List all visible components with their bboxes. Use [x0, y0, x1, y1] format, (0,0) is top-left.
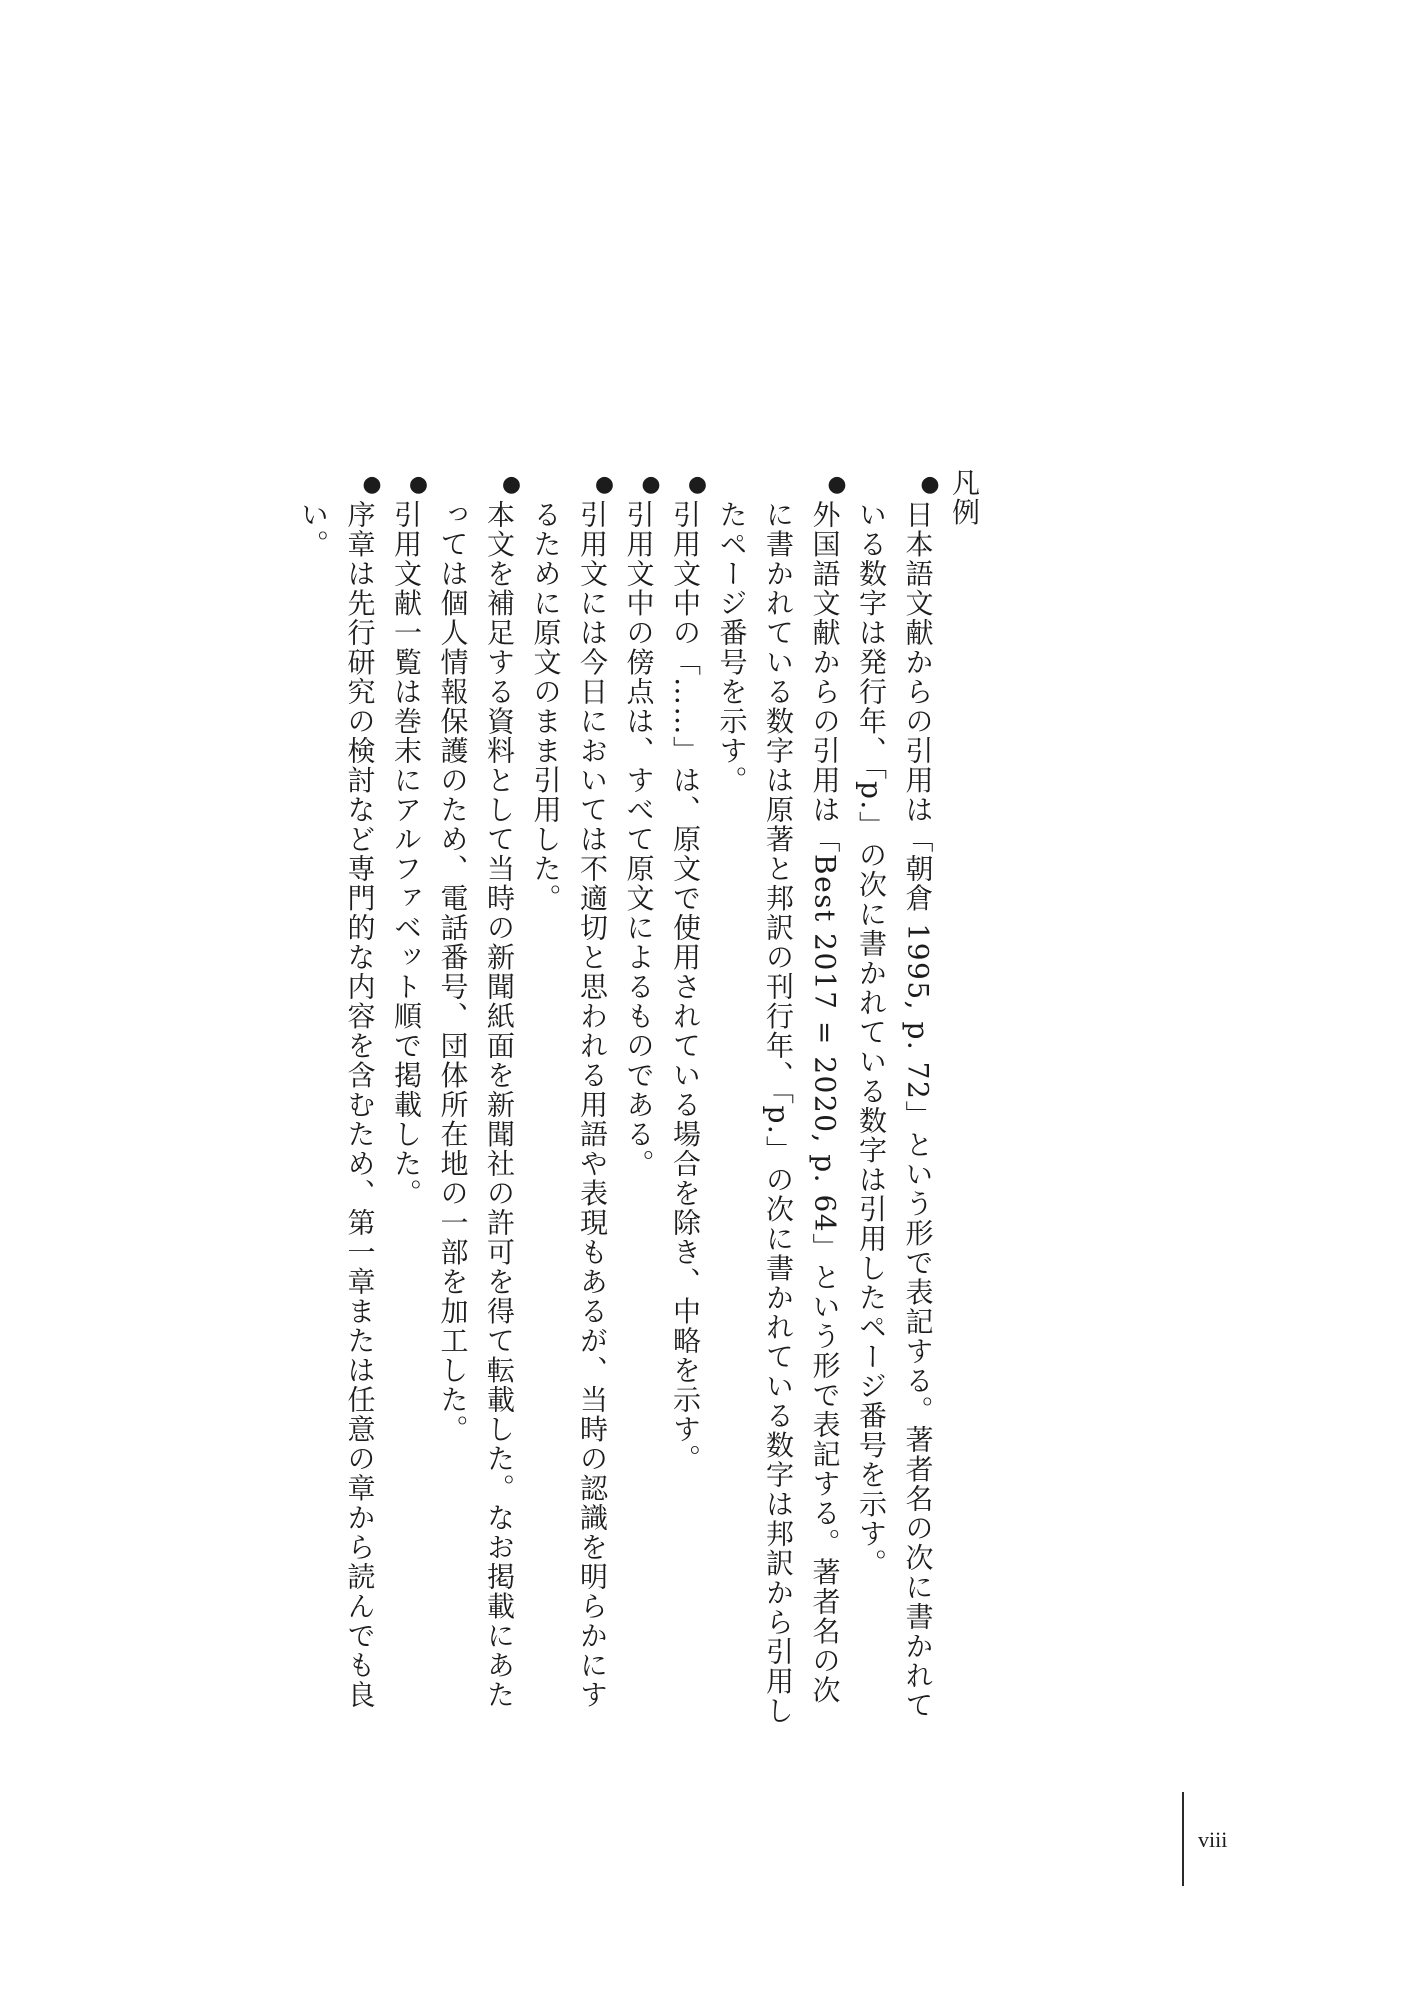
section-heading: 凡例: [948, 468, 981, 527]
notes-column: [290, 468, 988, 1728]
bullet-icon: ●: [917, 472, 943, 499]
note-item: [429, 468, 522, 1728]
bullet-icon: ●: [824, 472, 850, 499]
note-item: [615, 468, 662, 1728]
bullet-icon: ●: [638, 472, 664, 499]
note-item: [383, 468, 430, 1728]
page-number: viii: [1198, 1827, 1228, 1852]
bullet-icon: ●: [592, 472, 617, 499]
note-text: 引用文中の「……」は、原文で使用されている場合を除き、中略を示す。: [669, 500, 702, 1474]
note-text: 引用文中の傍点は、すべて原文によるものである。: [622, 500, 656, 1179]
bullet-icon: ●: [406, 472, 431, 499]
note-item: [708, 468, 848, 1728]
note-text: 外国語文献からの引用は「Best 2017 = 2020, p. 64」という形で表記する。著者名の次に書かれている数字は原著と邦訳の刊行年、「p.」の次に書かれている数字は邦訳から引用したページ番号を示す。: [715, 500, 842, 1726]
note-item: [662, 468, 709, 1728]
note-text: 本文を補足する資料として当時の新聞紙面を新聞社の許可を得て転載した。なお掲載にあたっては個人情報保護のため、電話番号、団体所在地の一部を加工した。: [436, 500, 516, 1710]
note-text: 引用文には今日においては不適切と思われる用語や表現もあるが、当時の認識を明らかにするために原文のまま引用した。: [529, 500, 609, 1710]
bullet-icon: ●: [499, 472, 524, 499]
note-text: 序章は先行研究の検討など専門的な内容を含むため、第一章または任意の章から読んでも良い。: [297, 500, 377, 1710]
note-item: [290, 468, 383, 1728]
note-item: [848, 468, 941, 1728]
bullet-icon: ●: [359, 472, 385, 499]
bullet-icon: ●: [685, 472, 710, 499]
note-item: [522, 468, 615, 1728]
note-text: 日本語文献からの引用は「朝倉 1995, p. 72」という形で表記する。著者名の次に書かれている数字は発行年、「p.」の次に書かれている数字は引用したページ番号を示す。: [855, 500, 935, 1720]
page-number-rule: [1182, 1792, 1184, 1886]
note-text: 引用文献一覧は巻末にアルファベット順で掲載した。: [390, 500, 423, 1208]
notes-list: [290, 468, 941, 1728]
